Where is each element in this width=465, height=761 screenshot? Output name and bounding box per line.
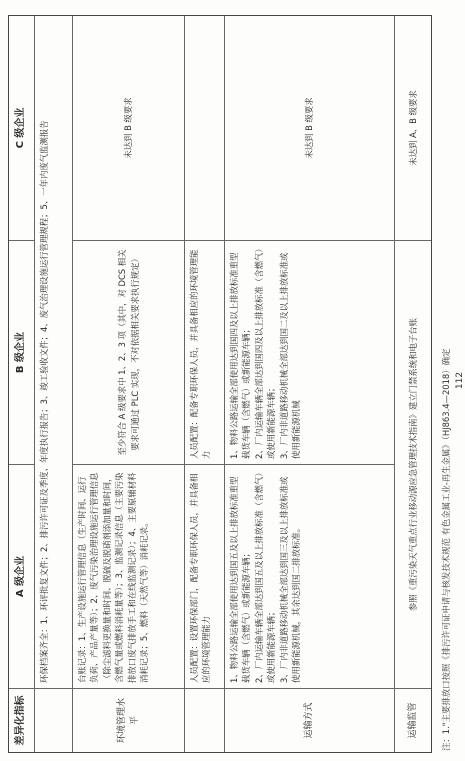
table-row-staffing	[185, 16, 225, 752]
transport-c-level: 未达到 B 级要求	[304, 97, 315, 159]
staffing-c-level	[185, 16, 224, 240]
row-label-supervision: 运输监管	[395, 688, 431, 752]
table-header-row	[9, 16, 35, 752]
row-label-empty	[35, 688, 72, 752]
header-b-level: B 级企业	[9, 240, 34, 464]
management-a-text: 台账记录：1、生产设施运行管理信息（生产时间、运行负荷、产品产量等）；2、废气污染治理设施运行管理信息（除尘滤料更换量和时间、脱硫及脱硝剂添加量和时间，含燃气量或燃料消耗量等）；3、监测记录信息（主要污染排放口废气排放手工和在线监测记录）；4、主要原辅材料消耗记录；5、燃料（天然气等）消耗记录。	[77, 472, 150, 683]
transport-a-item-2: 2、厂内运输车辆全部达到国五及以上排放标准（含燃气）或使用新能源车辆；	[253, 472, 277, 683]
management-b-level: 至少符合 A 级要求中 1、2、3 项（其中，对 DCS 相关要求可通过 PLC 实现，不对依据相关要求执行规定）	[73, 240, 184, 464]
transport-a-level	[225, 464, 394, 688]
row-label-management: 环境管理水平	[73, 688, 184, 752]
header-indicator: 差异化指标	[9, 688, 34, 752]
table-row-supervision	[395, 16, 431, 752]
page-number: 112	[455, 371, 465, 390]
header-a-level: A 级企业	[9, 464, 34, 688]
management-a-level	[73, 464, 184, 688]
supervision-ab-level: 参照《重污染天气重点行业移动源应急管理技术指南》建立门禁系统和电子台账	[395, 240, 431, 688]
transport-b-item-3: 3、厂内非道路移动机械全部达到国二及以上排放标准或使用新能源机械	[278, 252, 302, 459]
staffing-b-level: 人员配置：配备专职环保人员，并具备相应的环境管理能力	[185, 240, 224, 464]
table-footnote: 注：1."主要排放口按照《排污许可证申请与核发技术规范 有色金属工业-再生金属》（HJ863.4—2018）确定	[441, 348, 451, 751]
staffing-a-level: 人员配置：设置环保部门，配备专职环保人员，并具备相应的环境管理能力	[185, 464, 224, 688]
transport-b-item-2: 2、厂内运输车辆全部达到国四及以上排放标准（含燃气）或使用新能源车辆；	[253, 248, 277, 459]
indicator-table	[8, 15, 432, 753]
table-row-archives	[35, 16, 73, 752]
transport-a-item-3: 3、厂内非道路移动机械全部达到国三及以上排放标准或使用新能源机械，其余达到国二排放标准。	[278, 476, 302, 683]
supervision-c-level: 未达到 A、B 级要求	[407, 90, 418, 166]
transport-b-item-1: 1、物料公路运输全部使用达到国四及以上排放标准重型载货车辆（含燃气）或新能源车辆；	[229, 252, 252, 459]
row-label-empty-2	[185, 688, 224, 752]
management-c-level: 未达到 B 级要求	[123, 97, 134, 159]
table-row-management	[73, 16, 185, 752]
row-label-transport: 运输方式	[225, 688, 394, 752]
table-row-transport	[225, 16, 395, 752]
header-c-level: C 级企业	[15, 107, 27, 149]
archives-requirement: 环保档案齐全：1、环评批复文件；2、排污许可证及季度、年度执行报告；3、竣工验收文件；4、废气治理设施运行管理规程；5、一年内废气监测报告	[39, 120, 49, 683]
transport-b-level	[225, 240, 394, 464]
transport-a-item-1: 1、物料公路运输全部使用达到国五及以上排放标准重型载货车辆（含燃气）或新能源车辆；	[229, 476, 252, 683]
